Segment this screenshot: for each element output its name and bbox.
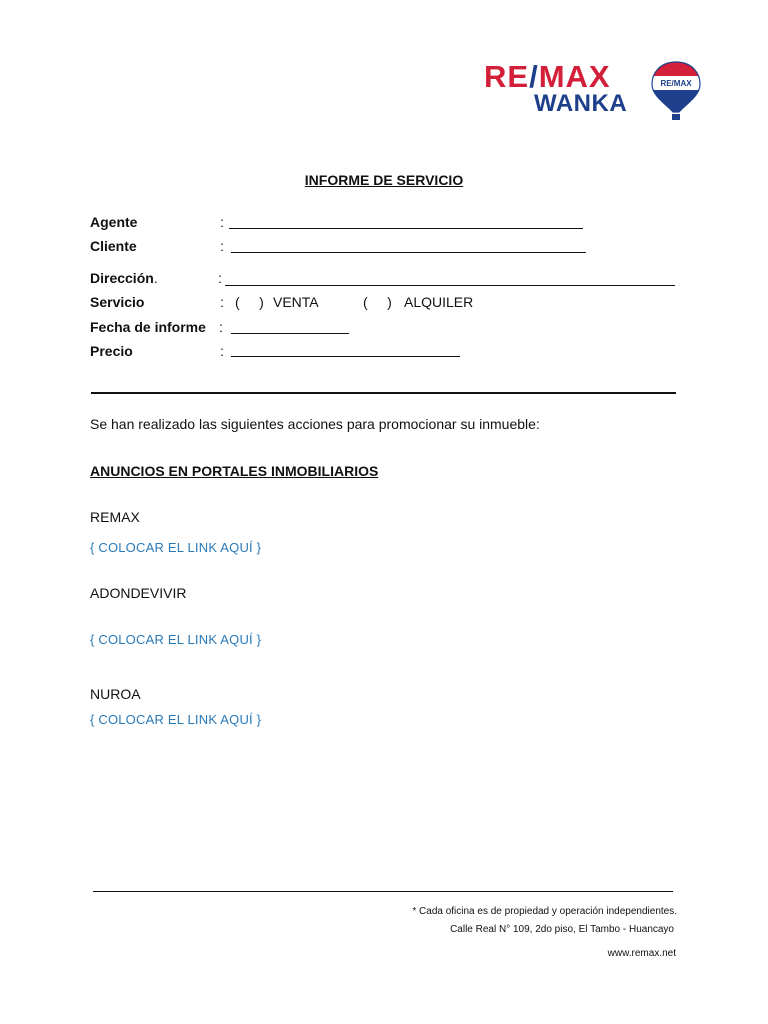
service-colon: : xyxy=(220,294,224,310)
report-title: INFORME DE SERVICIO xyxy=(304,172,464,188)
rent-checkbox[interactable]: ( ) xyxy=(363,294,392,310)
portal-name-remax: REMAX xyxy=(90,509,140,525)
client-field[interactable] xyxy=(231,252,586,253)
portals-heading: ANUNCIOS EN PORTALES INMOBILIARIOS xyxy=(90,463,379,479)
service-label: Servicio xyxy=(90,294,145,310)
price-label: Precio xyxy=(90,343,133,359)
sale-option-label: VENTA xyxy=(273,294,319,310)
balloon-icon xyxy=(650,60,702,122)
price-field[interactable] xyxy=(231,356,460,357)
sale-checkbox[interactable]: ( ) xyxy=(235,294,264,310)
intro-text: Se han realizado las siguientes acciones para promocionar su inmueble: xyxy=(90,416,540,432)
footer-note: * Cada oficina es de propiedad y operación independientes. xyxy=(412,906,677,917)
address-field[interactable] xyxy=(225,285,675,286)
logo-office-name: WANKA xyxy=(534,90,628,117)
footer-address: Calle Real N° 109, 2do piso, El Tambo - Huancayo xyxy=(450,924,674,935)
balloon-label: RE/MAX xyxy=(660,79,692,88)
portal-link-nuroa[interactable]: { COLOCAR EL LINK AQUÍ } xyxy=(90,712,262,727)
report-date-colon: : xyxy=(219,319,223,335)
report-date-label: Fecha de informe xyxy=(90,319,206,335)
report-date-field[interactable] xyxy=(231,333,349,334)
portal-link-adondevivir[interactable]: { COLOCAR EL LINK AQUÍ } xyxy=(90,632,262,647)
footer-website[interactable]: www.remax.net xyxy=(607,948,676,959)
rent-option-label: ALQUILER xyxy=(404,294,474,310)
footer-divider xyxy=(93,891,673,892)
portal-name-adondevivir: ADONDEVIVIR xyxy=(90,585,187,601)
agent-colon: : xyxy=(220,214,224,230)
client-colon: : xyxy=(220,238,224,254)
portal-name-nuroa: NUROA xyxy=(90,686,141,702)
portal-link-remax[interactable]: { COLOCAR EL LINK AQUÍ } xyxy=(90,540,262,555)
logo-wordmark: RE/MAX xyxy=(484,59,611,94)
remax-wanka-logo xyxy=(484,60,704,124)
agent-label: Agente xyxy=(90,214,138,230)
agent-field[interactable] xyxy=(229,228,583,229)
address-colon: : xyxy=(218,270,222,286)
section-divider xyxy=(91,392,676,394)
address-label: Dirección. xyxy=(90,270,158,286)
price-colon: : xyxy=(220,343,224,359)
client-label: Cliente xyxy=(90,238,137,254)
